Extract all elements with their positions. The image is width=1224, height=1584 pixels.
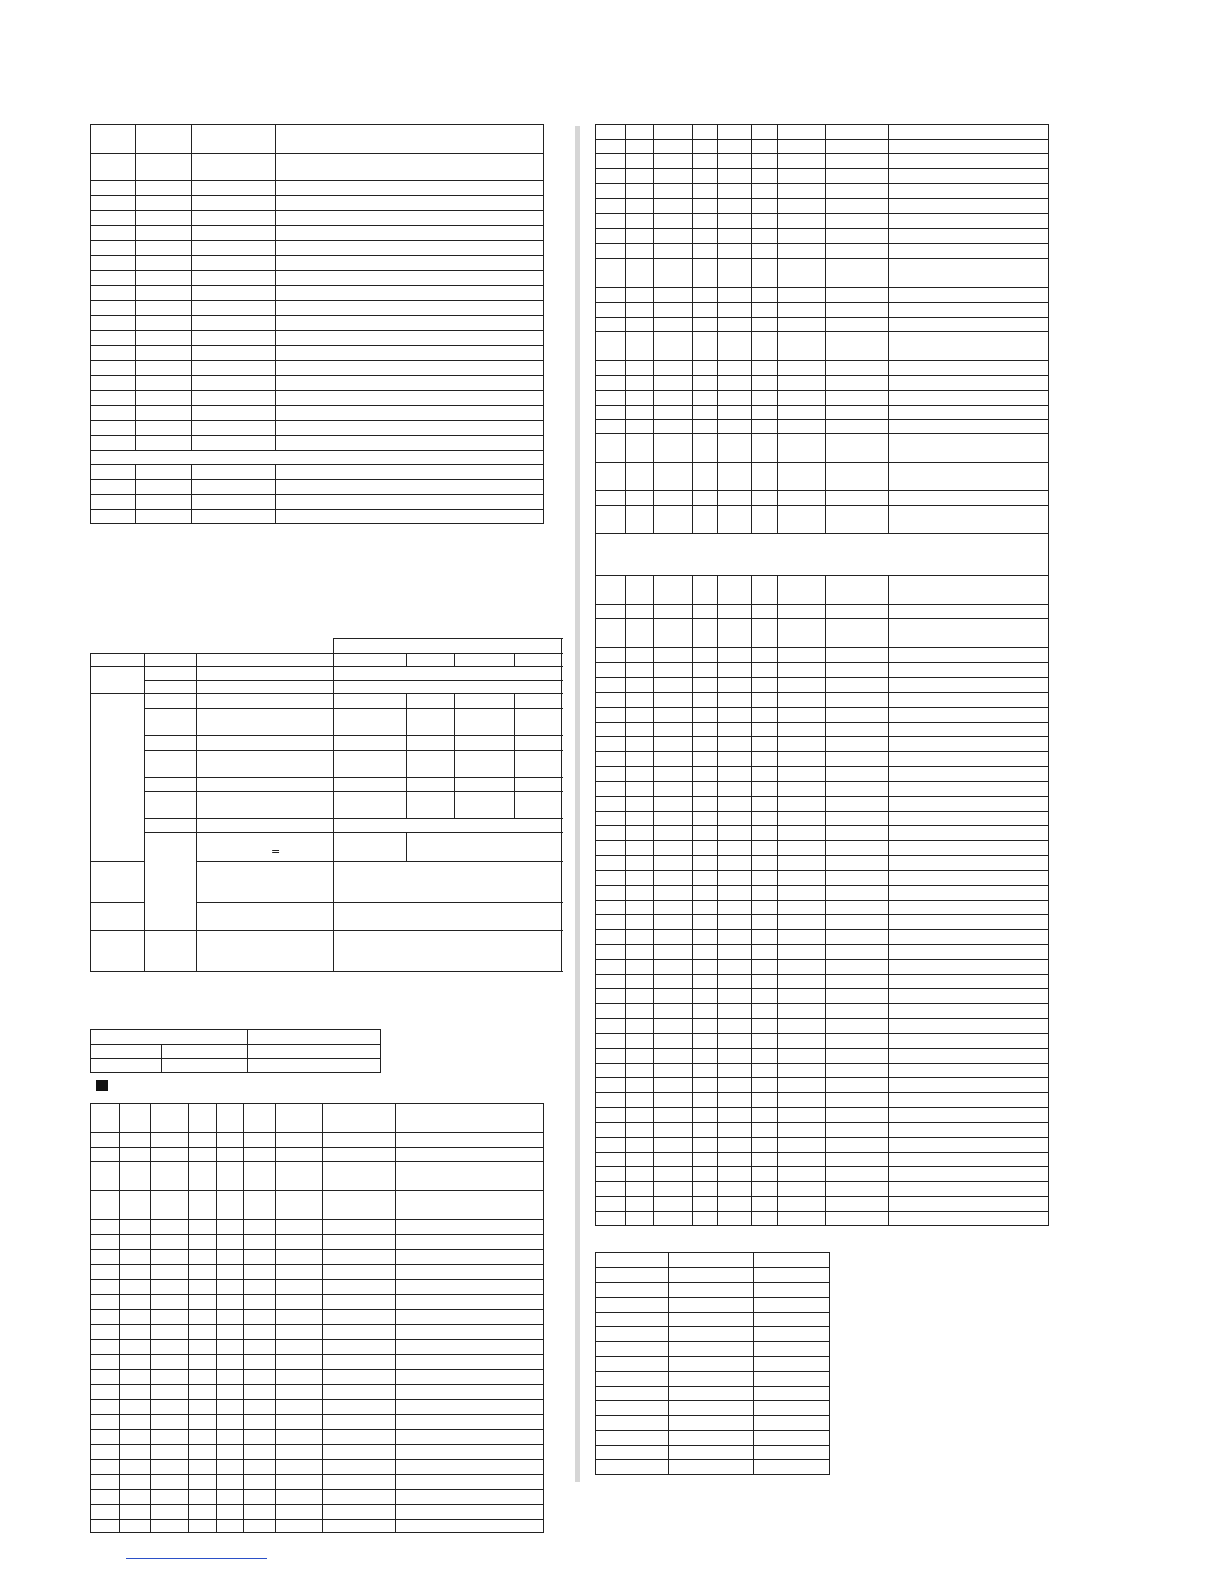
table-row xyxy=(91,406,544,421)
table-row xyxy=(596,1049,1049,1064)
table-d xyxy=(90,1103,544,1533)
table-row xyxy=(596,1197,1049,1212)
table-row xyxy=(596,420,1049,434)
table-row xyxy=(91,1295,544,1310)
table-row xyxy=(91,226,544,241)
table-row xyxy=(596,1078,1049,1093)
table-row xyxy=(91,331,544,346)
table-row xyxy=(91,256,544,271)
table-row xyxy=(91,1340,544,1355)
table-row xyxy=(596,1167,1049,1182)
table-row xyxy=(91,1104,544,1133)
table-row xyxy=(91,694,562,709)
table-row xyxy=(91,1030,381,1045)
table-row xyxy=(596,752,1049,767)
table-row xyxy=(91,1490,544,1505)
table-a xyxy=(90,124,544,524)
table-row xyxy=(596,915,1049,930)
table-row xyxy=(596,1327,830,1342)
footer-link-underline[interactable] xyxy=(126,1558,267,1559)
table-row xyxy=(596,1034,1049,1049)
table-row xyxy=(596,619,1049,648)
table-row xyxy=(91,376,544,391)
table-row xyxy=(596,288,1049,303)
table-row xyxy=(596,140,1049,154)
table-row xyxy=(91,1310,544,1325)
table-row xyxy=(91,709,562,736)
table-row xyxy=(596,826,1049,841)
table-row xyxy=(596,1093,1049,1108)
table-row xyxy=(596,975,1049,989)
table-row xyxy=(596,663,1049,678)
table-row xyxy=(596,737,1049,752)
table-row xyxy=(596,434,1049,463)
table-row xyxy=(91,480,544,495)
table-row xyxy=(91,361,544,376)
table-row xyxy=(596,1446,830,1460)
table-row xyxy=(91,1355,544,1370)
table-row xyxy=(91,316,544,331)
table-row xyxy=(91,154,544,181)
table-row xyxy=(91,681,562,694)
table-row xyxy=(596,1108,1049,1123)
table-row xyxy=(91,736,562,751)
table-row xyxy=(596,229,1049,244)
table-row xyxy=(596,361,1049,376)
table-row xyxy=(596,318,1049,332)
table-row xyxy=(91,667,562,681)
table-row xyxy=(91,931,562,972)
table-row xyxy=(91,1460,544,1475)
table-row xyxy=(596,125,1049,140)
table-row xyxy=(91,301,544,316)
table-row xyxy=(596,1372,830,1387)
table-row xyxy=(91,1220,544,1235)
table-row xyxy=(596,244,1049,259)
table-row xyxy=(91,510,544,524)
table-row xyxy=(596,376,1049,391)
table-row xyxy=(596,856,1049,871)
table-row xyxy=(91,1445,544,1460)
table-row xyxy=(596,605,1049,619)
table-row xyxy=(596,1212,1049,1226)
table-row xyxy=(596,332,1049,361)
table-row xyxy=(596,303,1049,318)
table-row xyxy=(91,1475,544,1490)
table-row xyxy=(91,1250,544,1265)
table-row xyxy=(596,259,1049,288)
table-row xyxy=(91,778,562,792)
table-row xyxy=(596,1313,830,1327)
table-row xyxy=(91,819,562,833)
table-row xyxy=(91,1045,381,1059)
table-row xyxy=(91,1235,544,1250)
table-row xyxy=(596,169,1049,184)
table-row xyxy=(596,199,1049,214)
table-row xyxy=(91,421,544,436)
table-row xyxy=(596,767,1049,782)
table-row xyxy=(91,1133,544,1148)
table-b xyxy=(90,638,562,972)
table-row xyxy=(91,751,562,778)
table-row xyxy=(91,125,544,154)
table-row xyxy=(596,797,1049,812)
table-row xyxy=(91,792,562,819)
table-row xyxy=(91,1400,544,1415)
table-row xyxy=(91,1265,544,1280)
column-divider xyxy=(575,126,580,1482)
table-e xyxy=(595,124,1049,1226)
table-row xyxy=(91,654,562,667)
table-row xyxy=(596,1431,830,1446)
table-row xyxy=(596,1019,1049,1034)
table-row xyxy=(596,723,1049,737)
table-row xyxy=(91,1280,544,1295)
table-row xyxy=(596,463,1049,491)
table-row xyxy=(91,639,562,654)
table-row xyxy=(91,391,544,406)
table-row xyxy=(91,211,544,226)
table-row xyxy=(91,451,544,465)
table-row xyxy=(91,196,544,211)
table-row xyxy=(596,1298,830,1313)
table-row xyxy=(91,1415,544,1430)
square-bullet-icon xyxy=(96,1080,108,1091)
table-row xyxy=(91,1385,544,1400)
table-row xyxy=(91,1148,544,1162)
table-row xyxy=(596,1064,1049,1078)
table-row xyxy=(91,495,544,510)
table-row xyxy=(91,1325,544,1340)
table-row xyxy=(596,648,1049,663)
table-row xyxy=(91,271,544,286)
table-row xyxy=(596,1460,830,1475)
table-row xyxy=(596,708,1049,723)
table-row xyxy=(596,1123,1049,1138)
table-row xyxy=(91,1430,544,1445)
table-row xyxy=(596,576,1049,605)
table-row xyxy=(596,1004,1049,1019)
table-row xyxy=(91,1191,544,1220)
table-row xyxy=(596,1342,830,1357)
table-row xyxy=(91,241,544,256)
table-row xyxy=(596,1138,1049,1153)
table-row xyxy=(596,989,1049,1004)
table-row xyxy=(596,782,1049,797)
table-row xyxy=(596,841,1049,856)
table-row xyxy=(91,1059,381,1073)
table-row xyxy=(596,901,1049,915)
table-row xyxy=(91,181,544,196)
table-row xyxy=(596,1387,830,1401)
table-row xyxy=(596,506,1049,534)
table-row xyxy=(596,886,1049,901)
table-row xyxy=(596,930,1049,945)
table-row xyxy=(91,1505,544,1520)
table-row xyxy=(596,1416,830,1431)
table-row xyxy=(91,1520,544,1533)
table-row xyxy=(596,1153,1049,1167)
table-row xyxy=(91,1162,544,1191)
table-row xyxy=(596,534,1049,576)
table-row xyxy=(596,1283,830,1298)
table-row xyxy=(596,960,1049,975)
table-row xyxy=(596,1182,1049,1197)
table-row xyxy=(596,406,1049,420)
table-f xyxy=(595,1252,830,1475)
table-row xyxy=(596,214,1049,229)
table-row xyxy=(596,678,1049,693)
table-row xyxy=(596,391,1049,406)
table-row xyxy=(596,871,1049,886)
table-row xyxy=(91,436,544,451)
table-row xyxy=(91,286,544,301)
table-row xyxy=(596,154,1049,169)
table-row xyxy=(596,945,1049,960)
table-row xyxy=(91,346,544,361)
table-row xyxy=(596,1268,830,1283)
table-row xyxy=(596,184,1049,199)
table-row xyxy=(91,465,544,480)
table-row xyxy=(91,1370,544,1385)
table-row xyxy=(596,693,1049,708)
table-row xyxy=(596,1357,830,1372)
table-row xyxy=(91,833,562,862)
table-row xyxy=(596,491,1049,506)
table-row xyxy=(596,1401,830,1416)
table-c xyxy=(90,1029,381,1073)
equals-mark: = xyxy=(271,845,281,858)
table-row xyxy=(596,812,1049,826)
table-row xyxy=(596,1253,830,1268)
